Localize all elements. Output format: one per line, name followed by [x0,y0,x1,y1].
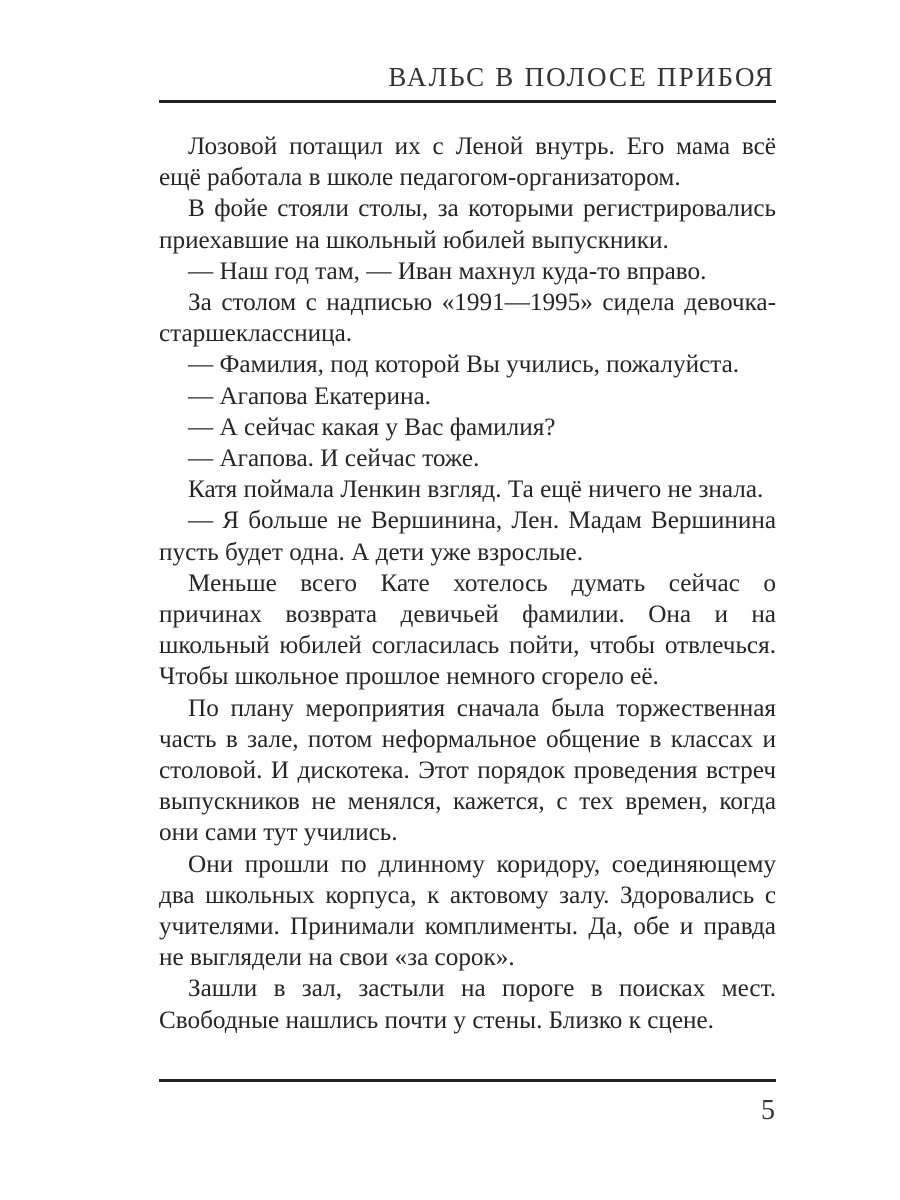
paragraph: Меньше всего Кате хотелось думать сейчас о причинах возврата девичьей фамилии. Она и на школьный юбилей согласилась пойти, чтобы отвлечься. Чтобы школьное прошлое немного сгорело её. [159,569,776,691]
paragraph: Катя поймала Ленкин взгляд. Та ещё ничего не знала. [188,476,764,504]
header-rule [159,100,776,103]
paragraph: Они прошли по длинному коридору, соединяющему два школьных корпуса, к актовому залу. Здоровались с учителями. Принимали комплименты. Да, обе и правда не выглядели на свои «за сорок». [159,850,776,972]
page-number: 5 [761,1095,775,1126]
paragraph: — Агапова. И сейчас тоже. [188,445,480,473]
running-title: ВАЛЬС В ПОЛОСЕ ПРИБОЯ [388,62,775,92]
paragraph: В фойе стояли столы, за которыми регистрировались приехавшие на школьный юбилей выпускники. [159,195,776,254]
paragraph: Зашли в зал, застыли на пороге в поисках мест. Свободные нашлись почти у стены. Близко к сцене. [159,975,776,1034]
paragraph: — Наш год там, — Иван махнул куда-то вправо. [188,257,707,285]
paragraph: За столом с надписью «1991—1995» сидела девочка-старшеклассница. [159,289,776,348]
paragraph: — Фамилия, под которой Вы учились, пожалуйста. [188,351,740,379]
body-text [159,131,776,1036]
paragraph: — А сейчас какая у Вас фамилия? [188,413,556,441]
paragraph: По плану мероприятия сначала была торжественная часть в зале, потом неформальное общение в классах и столовой. И дискотека. Этот порядок проведения встреч выпускников не менялся, кажется, с тех времен, когда они сами тут учились. [159,694,776,847]
paragraph: — Я больше не Вершинина, Лен. Мадам Вершинина пусть будет одна. А дети уже взрослые. [159,507,776,566]
footer-rule [159,1079,776,1082]
paragraph: — Агапова Екатерина. [188,382,431,410]
paragraph: Лозовой потащил их с Леной внутрь. Его мама всё ещё работала в школе педагогом-организатором. [159,133,776,192]
